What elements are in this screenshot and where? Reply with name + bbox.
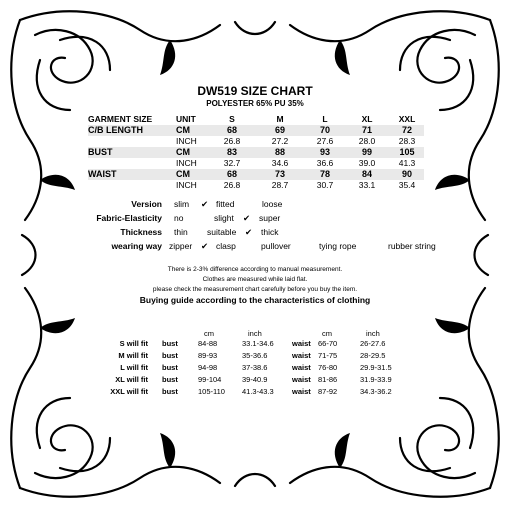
cell: 105: [399, 147, 415, 157]
cell: 27.2: [271, 136, 289, 146]
feature-thickness: [0, 227, 510, 239]
unit-cm: cm: [322, 329, 332, 338]
cell: 73: [274, 169, 285, 179]
row-label: WAIST: [88, 169, 117, 179]
row-label: C/B LENGTH: [88, 125, 143, 135]
option-text: slim: [174, 199, 190, 209]
row-unit: INCH: [176, 180, 197, 190]
guide-size: XXL will fit: [110, 387, 148, 396]
guide-size: M will fit: [118, 351, 148, 360]
option-text: thick: [261, 227, 279, 237]
cell: 36.6: [316, 158, 334, 168]
cell: 68: [226, 125, 237, 135]
note-line: There is 2-3% difference according to manual measurement.: [167, 266, 343, 273]
check-mark-icon: ✔: [245, 227, 253, 237]
row-unit: CM: [176, 169, 190, 179]
chart-title: DW519 SIZE CHART: [197, 84, 313, 98]
row-unit: CM: [176, 125, 190, 135]
feature-label: Fabric-Elasticity: [96, 213, 162, 223]
cell: 28.0: [358, 136, 376, 146]
bust-cm: 89-93: [198, 351, 218, 360]
cell: 70: [319, 125, 330, 135]
check-mark-icon: ✔: [201, 241, 209, 251]
cell: 39.0: [358, 158, 376, 168]
waist-cm: 76-80: [318, 363, 338, 372]
chart-subtitle: POLYESTER 65% PU 35%: [206, 99, 304, 108]
row-unit: INCH: [176, 158, 197, 168]
waist-inch: 28-29.5: [360, 351, 386, 360]
table-row: [88, 125, 424, 136]
cell: 26.8: [223, 180, 241, 190]
bust-label: bust: [162, 375, 178, 384]
cell: 93: [319, 147, 330, 157]
unit-inch: inch: [248, 329, 262, 338]
table-row: [90, 387, 430, 397]
option-text: super: [259, 213, 281, 223]
feature-label: wearing way: [111, 241, 162, 251]
waist-label: waist: [292, 375, 311, 384]
unit-header: UNIT: [176, 114, 196, 124]
waist-cm: 87-92: [318, 387, 338, 396]
waist-inch: 26-27.6: [360, 339, 386, 348]
waist-cm: 81-86: [318, 375, 338, 384]
row-unit: INCH: [176, 136, 197, 146]
garment-size-header: GARMENT SIZE: [88, 114, 153, 124]
cell: 35.4: [398, 180, 416, 190]
guide-units-header: [90, 329, 430, 339]
table-row: [88, 147, 424, 158]
cell: 71: [361, 125, 372, 135]
table-row: [88, 136, 424, 147]
option-text: pullover: [261, 241, 291, 251]
cell: 72: [401, 125, 412, 135]
table-row: [90, 363, 430, 373]
waist-label: waist: [292, 351, 311, 360]
row-label: BUST: [88, 147, 113, 157]
option-text: slight: [214, 213, 234, 223]
size-header-xl: XL: [361, 114, 373, 124]
cell: 99: [361, 147, 372, 157]
cell: 27.6: [316, 136, 334, 146]
feature-wearing-way: [0, 241, 510, 253]
bust-inch: 35-36.6: [242, 351, 268, 360]
option-text: tying rope: [319, 241, 357, 251]
option-text: loose: [262, 199, 283, 209]
cell: 32.7: [223, 158, 241, 168]
size-header-xxl: XXL: [398, 114, 416, 124]
row-unit: CM: [176, 147, 190, 157]
option-text: no: [174, 213, 184, 223]
cell: 26.8: [223, 136, 241, 146]
feature-label: Version: [131, 199, 162, 209]
check-mark-icon: ✔: [201, 199, 209, 209]
waist-cm: 71-75: [318, 351, 338, 360]
guide-size: S will fit: [119, 339, 148, 348]
cell: 28.7: [271, 180, 289, 190]
bust-label: bust: [162, 339, 178, 348]
cell: 41.3: [398, 158, 416, 168]
cell: 88: [274, 147, 285, 157]
guide-size: L will fit: [120, 363, 148, 372]
note-line: please check the measurement chart carefully before you buy the item.: [152, 286, 358, 293]
cell: 28.3: [398, 136, 416, 146]
buying-guide-title: Buying guide according to the characteristics of clothing: [139, 295, 371, 305]
bust-cm: 99-104: [198, 375, 222, 384]
cell: 68: [226, 169, 237, 179]
waist-inch: 34.3-36.2: [360, 387, 392, 396]
table-row: [88, 169, 424, 180]
table-row: [90, 375, 430, 385]
bust-cm: 94-98: [198, 363, 218, 372]
bust-inch: 41.3-43.3: [242, 387, 274, 396]
note-line: Clothes are measured while laid flat.: [202, 276, 308, 283]
cell: 78: [319, 169, 330, 179]
cell: 90: [401, 169, 412, 179]
table-row: [90, 339, 430, 349]
waist-label: waist: [292, 339, 311, 348]
guide-size: XL will fit: [115, 375, 148, 384]
feature-version: [0, 199, 510, 211]
feature-fabric-elasticity: [0, 213, 510, 225]
option-text: clasp: [216, 241, 236, 251]
cell: 69: [274, 125, 285, 135]
table-row: [88, 180, 424, 191]
size-header-l: L: [322, 114, 328, 124]
waist-cm: 66-70: [318, 339, 338, 348]
cell: 84: [361, 169, 372, 179]
size-header-s: S: [229, 114, 235, 124]
table-row: [88, 158, 424, 169]
cell: 34.6: [271, 158, 289, 168]
option-text: fitted: [216, 199, 235, 209]
waist-label: waist: [292, 387, 311, 396]
bust-label: bust: [162, 351, 178, 360]
unit-cm: cm: [204, 329, 214, 338]
bust-inch: 37-38.6: [242, 363, 268, 372]
feature-label: Thickness: [120, 227, 162, 237]
bust-cm: 105-110: [198, 387, 225, 396]
option-text: rubber string: [388, 241, 436, 251]
waist-inch: 29.9-31.5: [360, 363, 392, 372]
check-mark-icon: ✔: [243, 213, 251, 223]
option-text: suitable: [207, 227, 237, 237]
cell: 83: [226, 147, 237, 157]
bust-label: bust: [162, 363, 178, 372]
bust-inch: 39-40.9: [242, 375, 268, 384]
size-table-header: [88, 114, 424, 125]
bust-inch: 33.1-34.6: [242, 339, 274, 348]
option-text: thin: [174, 227, 188, 237]
table-row: [90, 351, 430, 361]
cell: 30.7: [316, 180, 334, 190]
cell: 33.1: [358, 180, 376, 190]
bust-cm: 84-88: [198, 339, 218, 348]
waist-inch: 31.9-33.9: [360, 375, 392, 384]
waist-label: waist: [292, 363, 311, 372]
size-header-m: M: [276, 114, 284, 124]
unit-inch: inch: [366, 329, 380, 338]
bust-label: bust: [162, 387, 178, 396]
option-text: zipper: [169, 241, 193, 251]
